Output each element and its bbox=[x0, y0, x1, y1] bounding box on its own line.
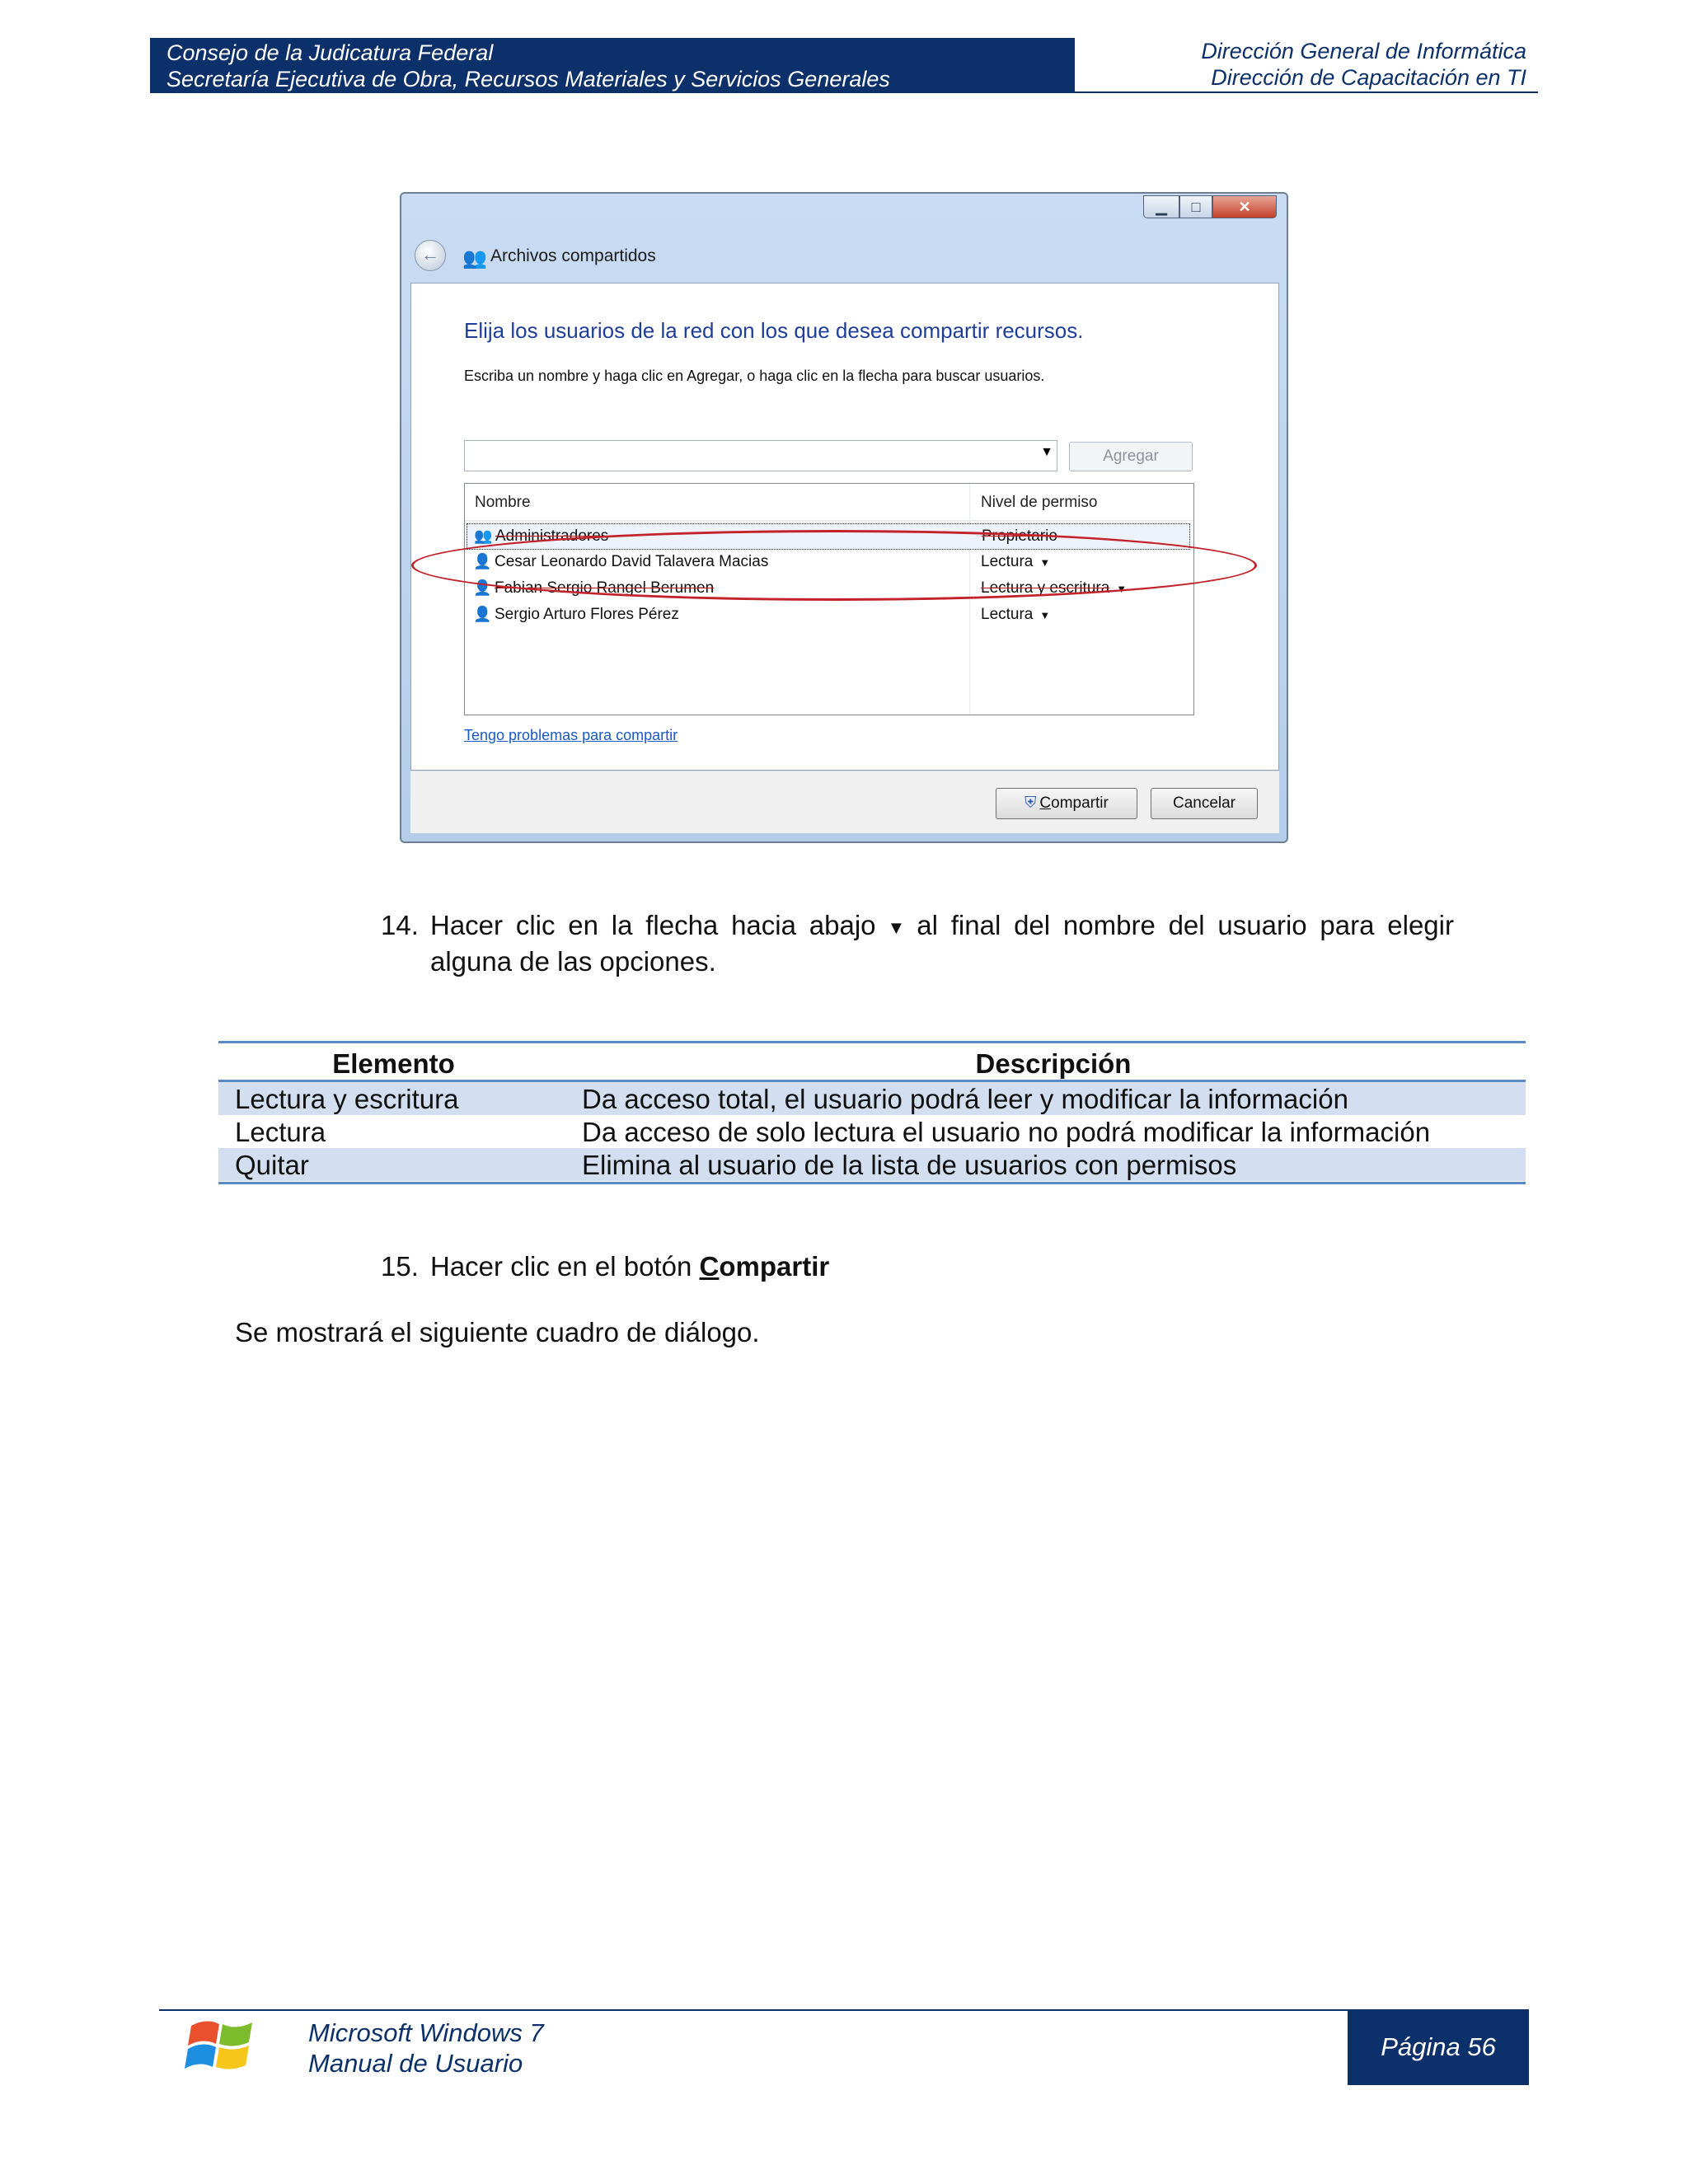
user-name: Sergio Arturo Flores Pérez bbox=[495, 606, 679, 623]
back-arrow-icon[interactable]: ← bbox=[415, 240, 446, 271]
user-icon: 👤 bbox=[473, 606, 492, 622]
dialog-content bbox=[410, 283, 1279, 771]
dialog-button-bar bbox=[410, 771, 1279, 833]
highlight-ellipse bbox=[411, 530, 1257, 601]
user-name: Fabian Sergio Rangel Berumen bbox=[495, 579, 715, 597]
user-name: Cesar Leonardo David Talavera Macias bbox=[495, 553, 769, 570]
table-header-element: Elemento bbox=[332, 1048, 455, 1079]
column-permission-header[interactable]: Nivel de permiso bbox=[981, 494, 1098, 511]
step-text-after: al final del nombre del usuario para elegir alguna de las opciones. bbox=[430, 910, 1454, 977]
step-text-plain: Hacer clic en el botón bbox=[430, 1251, 700, 1282]
table-cell: Da acceso de solo lectura el usuario no podrá modificar la información bbox=[582, 1117, 1431, 1147]
table-header-description: Descripción bbox=[975, 1048, 1132, 1079]
add-button[interactable]: Agregar bbox=[1069, 442, 1193, 471]
windows-logo-icon bbox=[183, 2011, 259, 2080]
body-paragraph: Se mostrará el siguiente cuadro de diálogo. bbox=[235, 1317, 760, 1347]
share-dialog-window bbox=[400, 192, 1288, 843]
share-button[interactable] bbox=[996, 788, 1137, 819]
sub-instruction: Escriba un nombre y haga clic en Agregar, o haga clic en la flecha para buscar usuarios. bbox=[464, 368, 1045, 384]
table-row bbox=[218, 1082, 1526, 1115]
table-cell: Lectura bbox=[235, 1117, 326, 1147]
header-rule bbox=[150, 91, 1538, 93]
header-right bbox=[1065, 38, 1540, 91]
header-direction: Dirección General de Informática bbox=[1201, 39, 1526, 63]
user-permission: Lectura bbox=[981, 553, 1034, 570]
column-name-header[interactable]: Nombre bbox=[475, 494, 531, 511]
step-text-before: Hacer clic en la flecha hacia abajo bbox=[430, 910, 876, 940]
footer-rule bbox=[159, 2009, 1348, 2011]
user-permission: Lectura y escritura bbox=[981, 579, 1110, 597]
share-button-label: ompartir bbox=[1051, 794, 1109, 812]
chevron-down-icon[interactable]: ▼ bbox=[1116, 583, 1128, 595]
list-item[interactable] bbox=[467, 602, 1190, 629]
step-text bbox=[430, 1251, 829, 1282]
user-icon: 👤 bbox=[473, 579, 492, 596]
window-controls bbox=[1143, 195, 1277, 218]
user-icon: 👤 bbox=[473, 553, 492, 569]
table-cell: Quitar bbox=[235, 1150, 309, 1180]
chevron-down-icon[interactable]: ▼ bbox=[1040, 445, 1053, 459]
minimize-button[interactable]: ▁ bbox=[1143, 195, 1179, 218]
share-button-accesskey: C bbox=[1039, 794, 1052, 812]
header-org: Consejo de la Judicatura Federal bbox=[166, 40, 494, 65]
maximize-button[interactable]: □ bbox=[1179, 195, 1212, 218]
step-number: 14. bbox=[381, 910, 419, 940]
table-row bbox=[218, 1148, 1526, 1181]
close-button[interactable]: ✕ bbox=[1212, 195, 1277, 218]
shared-users-icon: 👥 bbox=[462, 247, 487, 269]
page-number: Página 56 bbox=[1348, 2009, 1529, 2085]
table-cell: Lectura y escritura bbox=[235, 1084, 459, 1114]
chevron-down-icon[interactable]: ▼ bbox=[1039, 609, 1051, 621]
footer-title bbox=[308, 2018, 544, 2079]
chevron-down-icon[interactable]: ▼ bbox=[1039, 556, 1051, 569]
step-bold-rest: ompartir bbox=[719, 1251, 830, 1282]
footer-manual: Manual de Usuario bbox=[308, 2049, 523, 2078]
help-link[interactable]: Tengo problemas para compartir bbox=[464, 727, 678, 743]
header-training: Dirección de Capacitación en TI bbox=[1211, 65, 1526, 90]
header-secretariat: Secretaría Ejecutiva de Obra, Recursos Materiales y Servicios Generales bbox=[166, 67, 890, 91]
user-name: Administradores bbox=[495, 527, 609, 545]
group-icon: 👥 bbox=[474, 527, 493, 544]
dialog-title: Archivos compartidos bbox=[490, 246, 656, 265]
table-cell: Elimina al usuario de la lista de usuarios con permisos bbox=[582, 1150, 1237, 1180]
table-row bbox=[218, 1115, 1526, 1148]
table-bottom-rule bbox=[218, 1182, 1526, 1184]
step-text bbox=[430, 908, 1454, 978]
user-name-combobox[interactable] bbox=[464, 440, 1057, 471]
list-header bbox=[465, 484, 1193, 521]
uac-shield-icon: ⛨ bbox=[1025, 794, 1037, 812]
permission-dropdown[interactable] bbox=[981, 606, 1050, 624]
user-permission: Lectura bbox=[981, 606, 1034, 623]
user-permission: Propietario bbox=[982, 527, 1057, 545]
main-instruction: Elija los usuarios de la red con los que desea compartir recursos. bbox=[464, 318, 1084, 343]
footer-product: Microsoft Windows 7 bbox=[308, 2018, 544, 2047]
step-bold-accesskey: C bbox=[699, 1251, 720, 1282]
header-left-banner bbox=[150, 38, 1075, 92]
cancel-button[interactable]: Cancelar bbox=[1151, 788, 1258, 819]
table-header-row bbox=[218, 1043, 1526, 1080]
step-number: 15. bbox=[381, 1251, 419, 1282]
dropdown-arrow-icon: ▼ bbox=[887, 916, 906, 938]
table-cell: Da acceso total, el usuario podrá leer y modificar la información bbox=[582, 1084, 1348, 1114]
